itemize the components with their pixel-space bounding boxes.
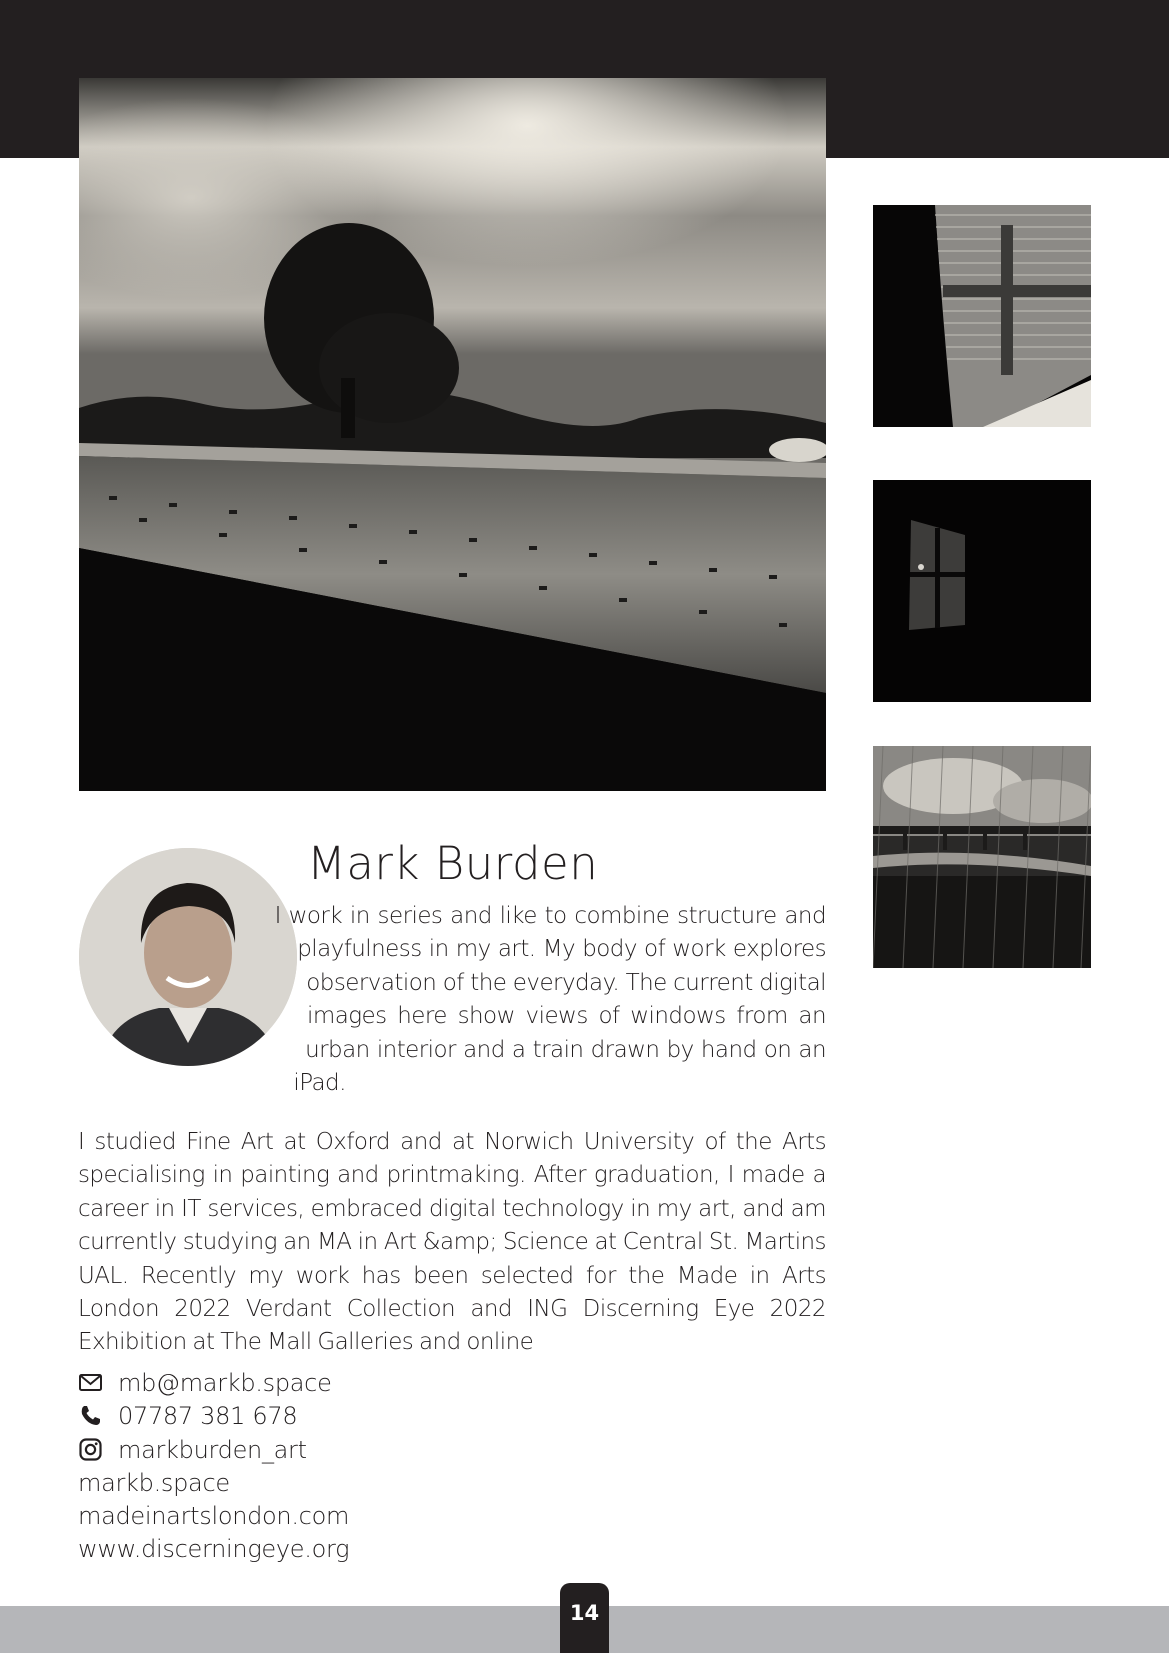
contact-website-1[interactable] bbox=[78, 1467, 349, 1500]
website-1-text[interactable]: markb.space bbox=[78, 1468, 230, 1497]
contact-website-2[interactable] bbox=[78, 1500, 349, 1533]
artwork-thumb-night-window bbox=[873, 480, 1091, 702]
artist-bio bbox=[78, 900, 826, 1360]
artwork-main-landscape bbox=[79, 78, 826, 791]
contact-instagram[interactable] bbox=[78, 1434, 349, 1467]
contact-list bbox=[78, 1367, 349, 1567]
website-3-text[interactable]: www.discerningeye.org bbox=[78, 1535, 350, 1564]
website-2-text[interactable]: madeinartslondon.com bbox=[78, 1502, 350, 1531]
phone-text[interactable]: 07787 381 678 bbox=[118, 1402, 298, 1431]
contact-website-3[interactable] bbox=[78, 1533, 349, 1566]
bio-paragraph-1: I work in series and like to combine structure and playfulness in my art. My body of work explores observation of the everyday. The current digital images here show views of windows from an urban interior and a train drawn by hand on an iPad. bbox=[274, 903, 826, 1097]
page-number: 14 bbox=[560, 1583, 609, 1653]
instagram-text[interactable]: markburden_art bbox=[118, 1435, 307, 1464]
phone-icon bbox=[78, 1403, 105, 1430]
contact-phone[interactable] bbox=[78, 1400, 349, 1433]
contact-email[interactable] bbox=[78, 1367, 349, 1400]
instagram-icon bbox=[78, 1437, 105, 1464]
bio-paragraph-2: I studied Fine Art at Oxford and at Norwich University of the Arts specialising in painting and printmaking. After graduation, I made a career in IT services, embraced digital technology in my art, and am currently studying an MA in Art &amp; Science at Central St. Martins UAL. Recently my work has been selected for the Made in Arts London 2022 Verdant Collection and ING Discerning Eye 2022 Exhibition at The Mall Galleries and online bbox=[78, 1129, 826, 1356]
artwork-thumb-window-blinds bbox=[873, 205, 1091, 427]
envelope-icon bbox=[78, 1370, 105, 1397]
artwork-thumb-train-bridge bbox=[873, 746, 1091, 968]
email-text[interactable]: mb@markb.space bbox=[118, 1369, 332, 1397]
artist-name: Mark Burden bbox=[307, 837, 599, 890]
